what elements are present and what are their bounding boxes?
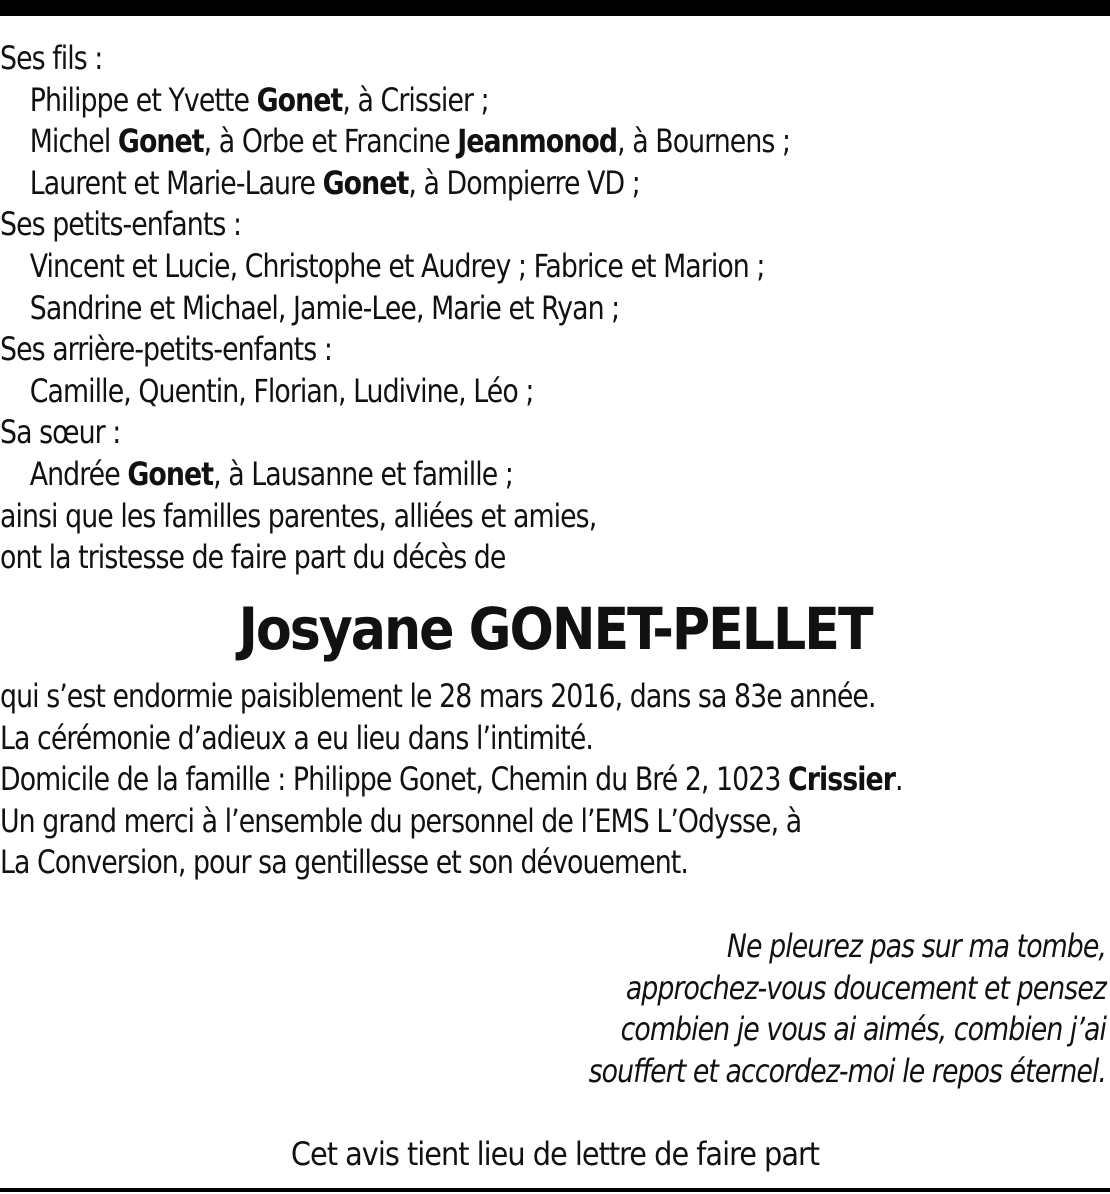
- details-line-1: qui s’est endormie paisiblement le 28 mars 2016, dans sa 83e année.: [0, 677, 876, 715]
- deceased-name: Josyane GONET-PELLET: [238, 595, 872, 663]
- son-line-1: Philippe et Yvette Gonet, à Crissier ;: [29, 80, 489, 119]
- son-line-2: Michel Gonet, à Orbe et Francine Jeanmonod, à Bournens ;: [29, 122, 791, 161]
- details-section: [0, 676, 1110, 884]
- grandchildren-heading: Ses petits-enfants :: [0, 205, 242, 244]
- details-line-3: Domicile de la famille : Philippe Gonet, Chemin du Bré 2, 1023 Crissier.: [0, 760, 903, 799]
- grandchildren-line-2: Sandrine et Michael, Jamie-Lee, Marie et Ryan ;: [29, 288, 620, 327]
- closing-line-2: ont la tristesse de faire part du décès de: [0, 538, 506, 577]
- grandchildren-line-1: Vincent et Lucie, Christophe et Audrey ; Fabrice et Marion ;: [29, 246, 765, 285]
- son-line-3: Laurent et Marie-Laure Gonet, à Dompierre VD ;: [29, 163, 640, 202]
- surname: Gonet: [127, 454, 214, 493]
- poem-line-3: combien je vous ai aimés, combien j’ai: [620, 1010, 1106, 1049]
- bottom-border-rule: [0, 1188, 1110, 1192]
- closing-line-1: ainsi que les familles parentes, alliées et amies,: [0, 496, 597, 535]
- sons-heading: Ses fils :: [0, 39, 103, 77]
- surname: Gonet: [256, 80, 343, 119]
- sister-line: Andrée Gonet, à Lausanne et famille ;: [29, 454, 514, 493]
- sister-heading: Sa sœur :: [0, 413, 121, 452]
- poem-quote: [406, 926, 1106, 1092]
- surname: Gonet: [117, 122, 204, 161]
- details-line-5: La Conversion, pour sa gentillesse et son dévouement.: [0, 843, 688, 882]
- family-section: [0, 38, 1110, 579]
- poem-line-2: approchez-vous doucement et pensez: [625, 968, 1106, 1007]
- town: Crissier: [788, 760, 896, 799]
- details-line-2: La cérémonie d’adieux a eu lieu dans l’intimité.: [0, 718, 593, 757]
- details-line-4: Un grand merci à l’ensemble du personnel de l’EMS L’Odysse, à: [0, 801, 802, 840]
- top-border-rule: [0, 0, 1110, 16]
- footer-note: Cet avis tient lieu de lettre de faire part: [290, 1135, 820, 1173]
- great-grandchildren-heading: Ses arrière-petits-enfants :: [0, 330, 332, 369]
- surname: Gonet: [322, 163, 409, 202]
- great-grandchildren-line: Camille, Quentin, Florian, Ludivine, Léo ;: [29, 371, 534, 410]
- surname: Jeanmonod: [457, 122, 618, 161]
- poem-line-1: Ne pleurez pas sur ma tombe,: [726, 927, 1106, 965]
- poem-line-4: souffert et accordez-moi le repos éternel.: [588, 1051, 1106, 1090]
